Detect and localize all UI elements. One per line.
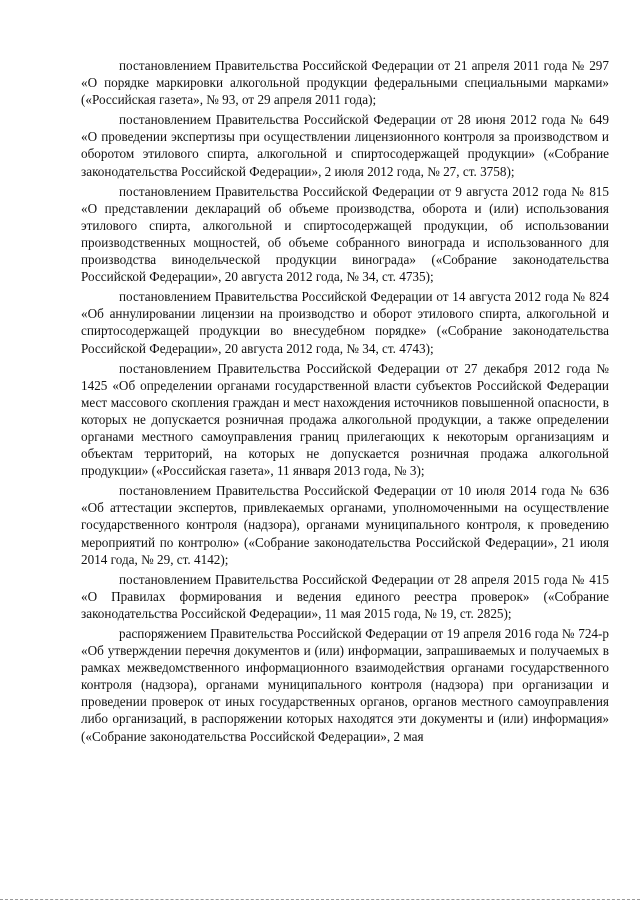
paragraph-decree-636: постановлением Правительства Российской Федерации от 10 июля 2014 года № 636 «Об аттестации экспертов, привлекаемых органами, уполномоченными на осуществление государственного контроля (надзора), органами муниципального контроля, к проведению мероприятий по контролю» («Собрание законодательства Российской Федерации», 21 июля 2014 года, № 29, ст. 4142);	[81, 483, 609, 567]
paragraph-decree-824: постановлением Правительства Российской Федерации от 14 августа 2012 года № 824 «Об аннулировании лицензии на производство и оборот этилового спирта, алкогольной и спиртосодержащей продукции во внесудебном порядке» («Собрание законодательства Российской Федерации», 20 августа 2012 года, № 34, ст. 4743);	[81, 289, 609, 356]
paragraph-decree-1425: постановлением Правительства Российской Федерации от 27 декабря 2012 года № 1425 «Об определении органами государственной власти субъектов Российской Федерации мест массового скопления граждан и мест нахождения источников повышенной опасности, в которых не допускается розничная продажа алкогольной продукции, а также определении органами местного самоуправления границ прилегающих к некоторым организациям и объектам территорий, на которых не допускается розничная продажа алкогольной продукции» («Российская газета», 11 января 2013 года, № 3);	[81, 360, 609, 479]
page-bottom-rule	[0, 899, 640, 900]
paragraph-decree-415: постановлением Правительства Российской Федерации от 28 апреля 2015 года № 415 «О Правилах формирования и ведения единого реестра проверок» («Собрание законодательства Российской Федерации», 11 мая 2015 года, № 19, ст. 2825);	[81, 571, 609, 621]
paragraph-decree-297: постановлением Правительства Российской Федерации от 21 апреля 2011 года № 297 «О порядке маркировки алкогольной продукции федеральными специальными марками» («Российская газета», № 93, от 29 апреля 2011 года);	[81, 58, 609, 108]
document-body	[81, 57, 609, 748]
paragraph-decree-649: постановлением Правительства Российской Федерации от 28 июня 2012 года № 649 «О проведении экспертизы при осуществлении лицензионного контроля за производством и оборотом этилового спирта, алкогольной и спиртосодержащей продукции» («Собрание законодательства Российской Федерации», 2 июля 2012 года, № 27, ст. 3758);	[81, 112, 609, 179]
paragraph-order-724r: распоряжением Правительства Российской Федерации от 19 апреля 2016 года № 724-р «Об утверждении перечня документов и (или) информации, запрашиваемых и получаемых в рамках межведомственного информационного взаимодействия органами государственного контроля (надзора), органами муниципального контроля (надзора) при организации и проведении проверок от иных государственных органов, органов местного самоуправления либо организаций, в распоряжении которых находятся эти документы и (или) информация» («Собрание законодательства Российской Федерации», 2 мая	[81, 626, 609, 744]
paragraph-decree-815: постановлением Правительства Российской Федерации от 9 августа 2012 года № 815 «О представлении деклараций об объеме производства, оборота и (или) использования этилового спирта, алкогольной и спиртосодержащей продукции, об использовании производственных мощностей, об объеме собранного винограда и использованного для производства винодельческой продукции винограда» («Собрание законодательства Российской Федерации», 20 августа 2012 года, № 34, ст. 4735);	[81, 183, 609, 285]
